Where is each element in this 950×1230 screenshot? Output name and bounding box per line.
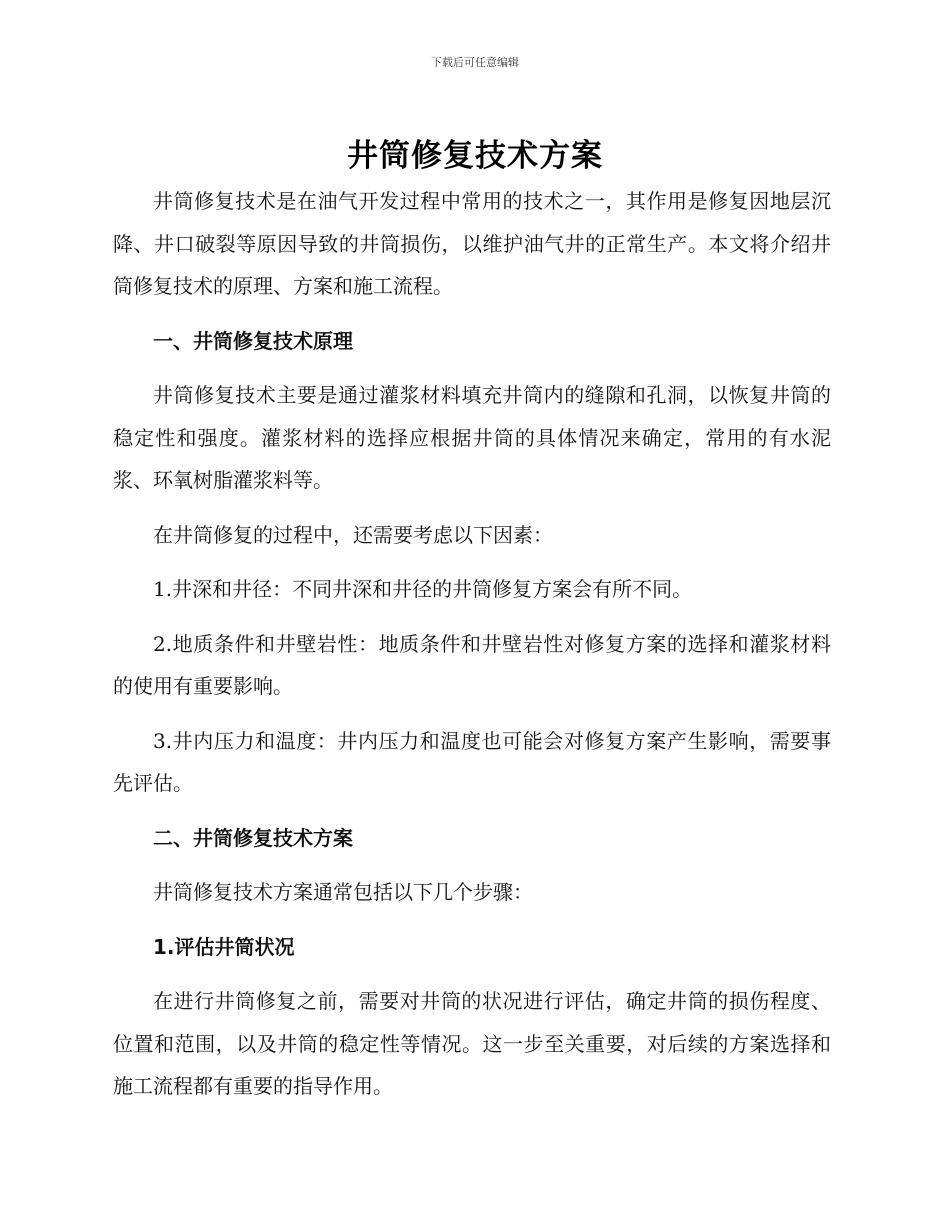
- document-body: [113, 180, 831, 1120]
- plan-intro-paragraph: 井筒修复技术方案通常包括以下几个步骤：: [153, 880, 533, 904]
- factors-intro-paragraph: 在井筒修复的过程中，还需要考虑以下因素：: [153, 522, 553, 547]
- factor-item-pressure: 3.井内压力和温度：井内压力和温度也可能会对修复方案产生影响，需要事先评估。: [113, 728, 831, 795]
- step-heading-assess: 1.评估井筒状况: [153, 934, 295, 959]
- principle-paragraph: 井筒修复技术主要是通过灌浆材料填充井筒内的缝隙和孔洞，以恢复井筒的稳定性和强度。灌浆材料的选择应根据井筒的具体情况来确定，常用的有水泥浆、环氧树脂灌浆料等。: [113, 383, 831, 492]
- factor-item-geology: 2.地质条件和井壁岩性：地质条件和井壁岩性对修复方案的选择和灌浆材料的使用有重要影响。: [113, 631, 831, 698]
- intro-paragraph: 井筒修复技术是在油气开发过程中常用的技术之一，其作用是修复因地层沉降、井口破裂等原因导致的井筒损伤，以维护油气井的正常生产。本文将介绍井筒修复技术的原理、方案和施工流程。: [113, 189, 831, 298]
- document-title: 井筒修复技术方案: [347, 138, 603, 174]
- factor-item-depth: 1.井深和井径：不同井深和井径的井筒修复方案会有所不同。: [153, 577, 693, 601]
- page-header-note: 下载后可任意编辑: [431, 56, 519, 69]
- section-heading-plan: 二、井筒修复技术方案: [153, 825, 353, 850]
- assess-paragraph: 在进行井筒修复之前，需要对井筒的状况进行评估，确定井筒的损伤程度、位置和范围，以及井筒的稳定性等情况。这一步至关重要，对后续的方案选择和施工流程都有重要的指导作用。: [113, 989, 831, 1098]
- section-heading-principle: 一、井筒修复技术原理: [153, 328, 353, 353]
